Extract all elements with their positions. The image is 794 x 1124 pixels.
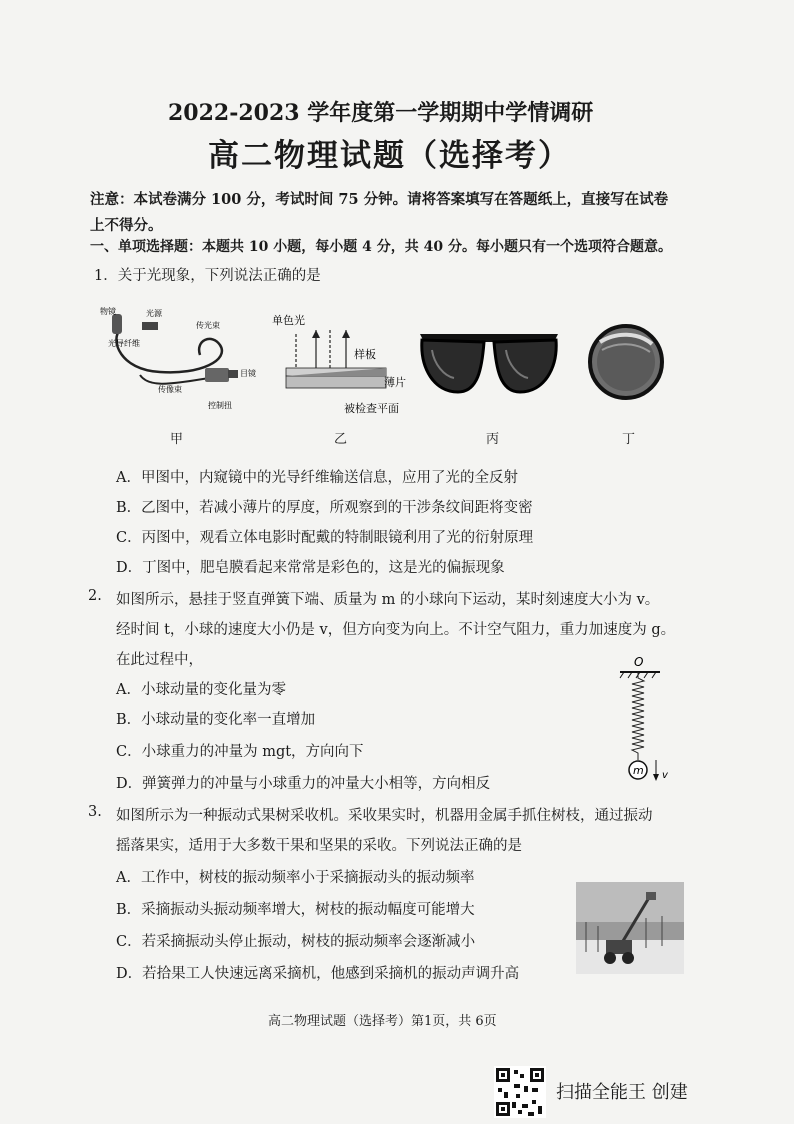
q2-option-d: D．弹簧弹力的冲量与小球重力的冲量大小相等，方向相反 xyxy=(116,776,491,792)
spring-mass-figure xyxy=(614,654,674,784)
soap-film-figure xyxy=(586,322,666,402)
spring-velocity-label: v xyxy=(662,770,668,781)
figure-label-jia: 甲 xyxy=(170,432,184,447)
figure-label-bing: 丙 xyxy=(486,432,500,447)
scanner-brand-text: 扫描全能王 创建 xyxy=(556,1082,688,1103)
q3-stem-line1: 如图所示为一种振动式果树采收机。采收果实时，机器用金属手抓住树枝，通过振动 xyxy=(116,808,653,824)
q3-option-a: A．工作中，树枝的振动频率小于采摘振动头的振动频率 xyxy=(116,870,475,886)
q2-option-c: C．小球重力的冲量为 mgt，方向向下 xyxy=(116,744,364,760)
figure-label-ding: 丁 xyxy=(622,432,636,447)
q3-option-b: B．采摘振动头振动频率增大，树枝的振动幅度可能增大 xyxy=(116,902,475,918)
endoscope-label-light-beam: 传光束 xyxy=(196,321,220,330)
figure-label-yi: 乙 xyxy=(334,432,348,447)
q1-stem: 1．关于光现象，下列说法正确的是 xyxy=(94,268,321,284)
q2-stem-line2: 经时间 t，小球的速度大小仍是 v，但方向变为向上。不计空气阻力，重力加速度为 g。 xyxy=(116,622,676,638)
spring-top-label: O xyxy=(634,655,644,669)
q1-option-d: D．丁图中，肥皂膜看起来常常是彩色的，这是光的偏振现象 xyxy=(116,560,505,576)
endoscope-label-image-beam: 传像束 xyxy=(158,385,182,394)
section-heading: 一、单项选择题：本题共 10 小题，每小题 4 分，共 40 分。每小题只有一个选项符合题意。 xyxy=(90,239,672,255)
interference-label-mono-light: 单色光 xyxy=(272,314,305,327)
endoscope-label-eyepiece: 目镜 xyxy=(240,369,256,378)
q2-number: 2. xyxy=(88,588,102,604)
q1-option-b: B．乙图中，若减小薄片的厚度，所观察到的干涉条纹间距将变密 xyxy=(116,500,533,516)
endoscope-label-fiber: 光导纤维 xyxy=(108,339,140,348)
notice-line1: 注意：本试卷满分 100 分，考试时间 75 分钟。请将答案填写在答题纸上，直接写在试卷 xyxy=(90,191,669,208)
q3-number: 3. xyxy=(88,804,102,820)
q3-option-d: D．若拾果工人快速远离采摘机，他感到采摘机的振动声调升高 xyxy=(116,966,520,982)
q1-option-c: C．丙图中，观看立体电影时配戴的特制眼镜利用了光的衍射原理 xyxy=(116,530,534,546)
q1-option-a: A．甲图中，内窥镜中的光导纤维输送信息，应用了光的全反射 xyxy=(116,470,518,486)
interference-label-template: 样板 xyxy=(354,348,376,361)
q2-option-b: B．小球动量的变化率一直增加 xyxy=(116,712,316,728)
endoscope-label-objective: 物镜 xyxy=(100,307,116,316)
page-footer: 高二物理试题（选择考）第1页，共 6页 xyxy=(268,1014,497,1029)
q3-option-c: C．若采摘振动头停止振动，树枝的振动频率会逐渐减小 xyxy=(116,934,476,950)
harvester-photo xyxy=(576,882,684,974)
qr-code-icon xyxy=(494,1066,546,1118)
interference-label-thin-sheet: 薄片 xyxy=(384,376,406,389)
q2-option-a: A．小球动量的变化量为零 xyxy=(116,682,286,698)
endoscope-figure xyxy=(100,300,260,420)
interference-figure xyxy=(268,312,418,422)
q2-stem-line1: 如图所示，悬挂于竖直弹簧下端、质量为 m 的小球向下运动，某时刻速度大小为 v。 xyxy=(116,592,660,608)
q2-stem-line3: 在此过程中， xyxy=(116,652,203,668)
q3-stem-line2: 摇落果实，适用于大多数干果和坚果的采收。下列说法正确的是 xyxy=(116,838,522,854)
interference-label-surface: 被检查平面 xyxy=(344,402,399,415)
spring-ball-label: m xyxy=(633,764,644,777)
endoscope-label-light-source: 光源 xyxy=(146,309,162,318)
exam-title-line1: 2022-2023 学年度第一学期期中学情调研 xyxy=(168,100,594,126)
endoscope-label-control: 控制扭 xyxy=(208,401,232,410)
exam-title-line2: 高二物理试题（选择考） xyxy=(208,138,571,174)
3d-glasses-figure xyxy=(414,328,564,406)
notice-line2: 上不得分。 xyxy=(90,217,163,234)
